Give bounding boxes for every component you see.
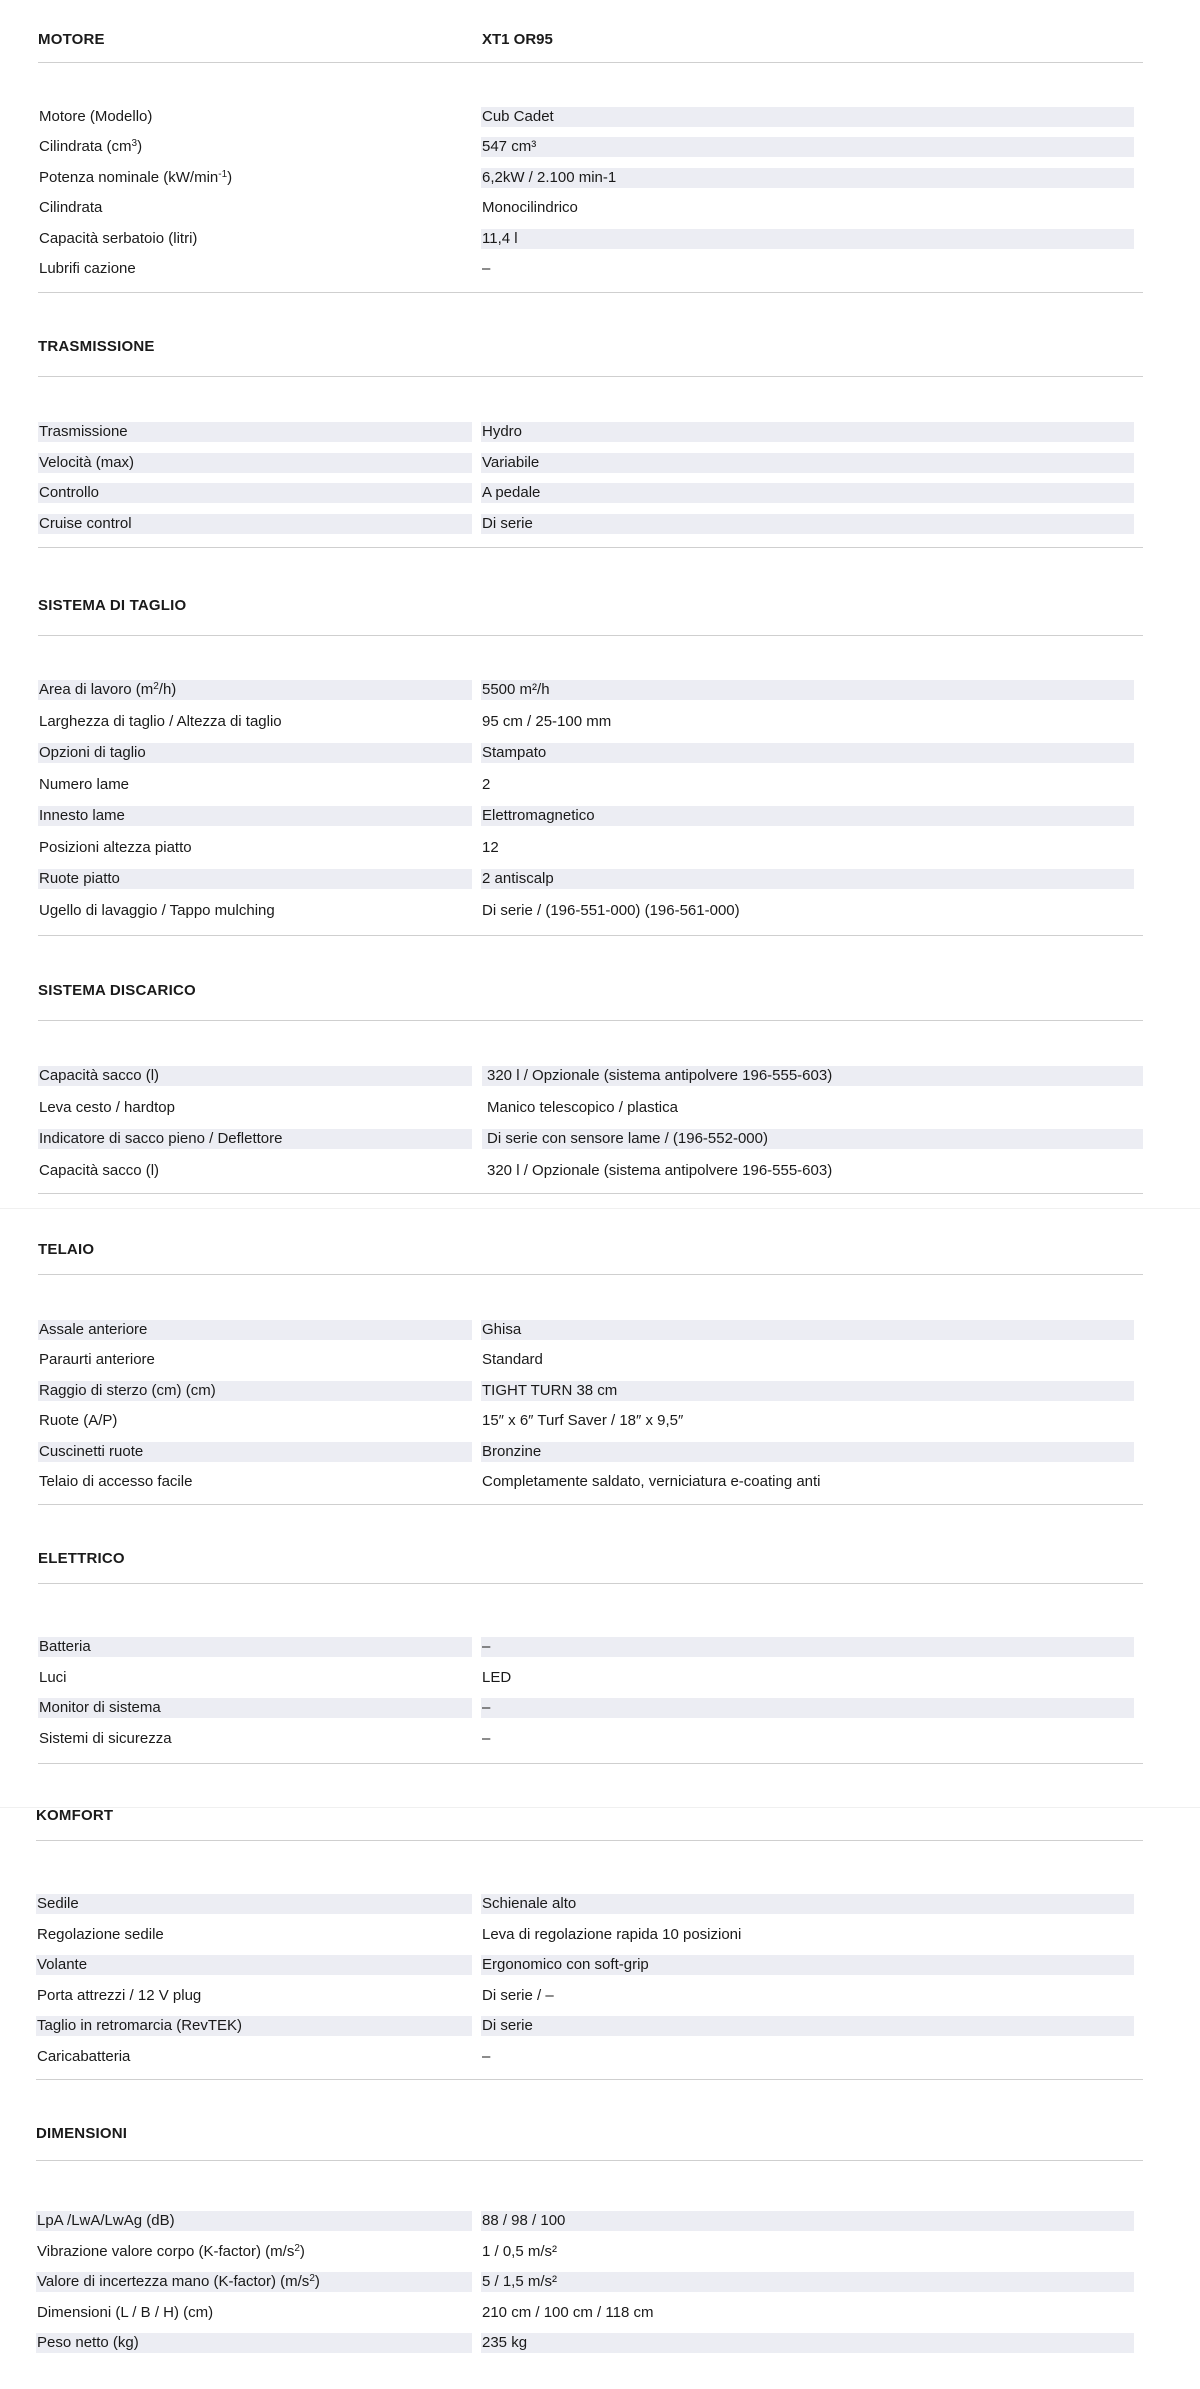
spec-label: Motore (Modello) [39,108,153,125]
spec-value: Di serie con sensore lame / (196-552-000) [482,1129,1143,1149]
spec-row [0,743,1200,763]
spec-label: Capacità sacco (l) [38,1066,472,1086]
spec-label: Leva cesto / hardtop [39,1099,175,1116]
spec-row [0,1729,1200,1749]
spec-value: Di serie / – [482,1987,554,2004]
spec-label: Valore di incertezza mano (K-factor) $(m/s^2)$ [36,2272,472,2292]
spec-label: Raggio di sterzo (cm) (cm) [38,1381,472,1401]
spec-label: Peso netto (kg) [36,2333,472,2353]
spec-row [0,1066,1200,1086]
spec-row [0,1894,1200,1914]
spec-row [0,137,1200,157]
spec-value: Leva di regolazione rapida 10 posizioni [482,1926,742,1943]
spec-row [0,1637,1200,1657]
spec-row [0,680,1200,700]
spec-value: 88 / 98 / 100 [481,2211,1134,2231]
spec-row [0,1698,1200,1718]
spec-row [0,838,1200,858]
spec-label: Innesto lame [38,806,472,826]
spec-value: Di serie [481,2016,1134,2036]
page-separator [0,1807,1200,1808]
spec-value: – [482,2048,491,2065]
spec-row [0,2242,1200,2262]
spec-row [0,2047,1200,2067]
spec-row [0,1411,1200,1431]
section-divider [38,1583,1143,1584]
spec-label: Caricabatteria [37,2048,131,2065]
spec-label: Ugello di lavaggio / Tappo mulching [39,902,275,919]
spec-label: Larghezza di taglio / Altezza di taglio [39,713,282,730]
spec-row [0,229,1200,249]
spec-label: Cilindrata [39,199,103,216]
spec-value: Bronzine [481,1442,1134,1462]
spec-row [0,168,1200,188]
spec-row [0,453,1200,473]
spec-value: 210 cm / 100 cm / 118 cm [482,2304,654,2321]
spec-value: 1 / 0,5 m/s² [482,2243,558,2260]
spec-value: Ergonomico con soft-grip [481,1955,1134,1975]
spec-value: A pedale [481,483,1134,503]
spec-value: Di serie / (196-551-000) (196-561-000) [482,902,740,919]
spec-label: Taglio in retromarcia (RevTEK) [36,2016,472,2036]
spec-label: Ruote (A/P) [39,1412,118,1429]
spec-label: Lubrifi cazione [39,260,136,277]
section-title-komfort: KOMFORT [36,1807,114,1824]
spec-label: Area di lavoro $(m^2/h)$ [38,680,472,700]
spec-label: Velocità (max) [38,453,472,473]
spec-value: 5 / 1,5 m/s² [481,2272,1134,2292]
spec-value: – [481,1698,1134,1718]
section-divider [36,1840,1143,1841]
section-title-trasmissione: TRASMISSIONE [38,338,155,355]
spec-label: Opzioni di taglio [38,743,472,763]
spec-value: Elettromagnetico [481,806,1134,826]
section-bottom-divider [36,2079,1143,2080]
spec-label: Numero lame [39,776,130,793]
spec-label: Indicatore di sacco pieno / Deflettore [38,1129,472,1149]
spec-label: Paraurti anteriore [39,1351,155,1368]
section-bottom-divider [38,1504,1143,1505]
spec-value: Stampato [481,743,1134,763]
spec-label: Cuscinetti ruote [38,1442,472,1462]
section-bottom-divider [38,292,1143,293]
section-title-elettrico: ELETTRICO [38,1550,125,1567]
spec-row [0,712,1200,732]
spec-row [0,422,1200,442]
spec-value: 11,4 l [481,229,1134,249]
section-bottom-divider [38,1763,1143,1764]
spec-value: Monocilindrico [482,199,578,216]
spec-value: Hydro [481,422,1134,442]
spec-value: 547 cm³ [481,137,1134,157]
spec-label: Capacità serbatoio (litri) [39,230,198,247]
spec-value: 12 [482,839,499,856]
spec-label: Dimensioni (L / B / H) (cm) [37,2304,214,2321]
section-bottom-divider [38,547,1143,548]
spec-label: Controllo [38,483,472,503]
section-bottom-divider [38,935,1143,936]
spec-label: Sedile [36,1894,472,1914]
section-bottom-divider [38,1193,1143,1194]
spec-value: Cub Cadet [481,107,1134,127]
spec-row [0,1129,1200,1149]
section-divider [38,1020,1143,1021]
spec-row [0,2016,1200,2036]
spec-label: Posizioni altezza piatto [39,839,192,856]
spec-label: Potenza nominale $(kW/\min^{-1})$ [39,169,233,186]
spec-row [0,1161,1200,1181]
spec-value: Di serie [481,514,1134,534]
spec-row [0,869,1200,889]
spec-value: Standard [482,1351,543,1368]
section-divider [38,62,1143,63]
spec-label: Trasmissione [38,422,472,442]
spec-label: Cilindrata $(cm^3)$ [39,138,143,155]
section-title-sistema-discarico: SISTEMA DISCARICO [38,982,196,999]
section-title-motore: MOTORE [38,31,105,48]
section-title-telaio: TELAIO [38,1241,95,1258]
spec-row [0,2333,1200,2353]
spec-label: Telaio di accesso facile [39,1473,193,1490]
spec-label: Volante [36,1955,472,1975]
spec-value: Ghisa [481,1320,1134,1340]
spec-label: Capacità sacco (l) [39,1162,160,1179]
section-divider [36,2160,1143,2161]
spec-row [0,901,1200,921]
spec-label: Assale anteriore [38,1320,472,1340]
section-divider [38,1274,1143,1275]
spec-label: Monitor di sistema [38,1698,472,1718]
spec-row [0,514,1200,534]
spec-row [0,2303,1200,2323]
spec-label: Regolazione sedile [37,1926,164,1943]
spec-value: 235 kg [481,2333,1134,2353]
spec-value: Manico telescopico / plastica [487,1099,678,1116]
spec-row [0,259,1200,279]
spec-value: Schienale alto [481,1894,1134,1914]
spec-label: Vibrazione valore corpo (K-factor) $(m/s^2)$ [37,2243,305,2260]
spec-row [0,1955,1200,1975]
spec-row [0,198,1200,218]
spec-value: 15″ x 6″ Turf Saver / 18″ x 9,5″ [482,1412,684,1429]
spec-label: Batteria [38,1637,472,1657]
spec-label: Sistemi di sicurezza [39,1730,172,1747]
section-divider [38,635,1143,636]
spec-value: – [481,1637,1134,1657]
spec-value: Variabile [481,453,1134,473]
spec-row [0,2272,1200,2292]
spec-value: – [482,1730,491,1747]
spec-value: 2 antiscalp [481,869,1134,889]
spec-row [0,1925,1200,1945]
spec-value: 320 l / Opzionale (sistema antipolvere 196-555-603) [487,1162,833,1179]
spec-row [0,1350,1200,1370]
spec-value: – [482,260,491,277]
spec-value: LED [482,1669,512,1686]
spec-value: 6,2kW / 2.100 min-1 [481,168,1134,188]
spec-row [0,775,1200,795]
spec-label: LpA /LwA/LwAg (dB) [36,2211,472,2231]
spec-label: Luci [39,1669,67,1686]
spec-row [0,2211,1200,2231]
spec-value: 95 cm / 25-100 mm [482,713,612,730]
spec-row [0,1472,1200,1492]
spec-row [0,806,1200,826]
section-divider [38,376,1143,377]
spec-row [0,483,1200,503]
spec-label: Porta attrezzi / 12 V plug [37,1987,202,2004]
spec-value: 5500 m²/h [481,680,1134,700]
section-title-sistema-di-taglio: SISTEMA DI TAGLIO [38,597,187,614]
spec-value: 320 l / Opzionale (sistema antipolvere 196-555-603) [482,1066,1143,1086]
page-separator [0,1208,1200,1209]
spec-row [0,1986,1200,2006]
spec-row [0,1381,1200,1401]
model-name: XT1 OR95 [482,31,553,48]
spec-row [0,1098,1200,1118]
section-title-dimensioni: DIMENSIONI [36,2125,128,2142]
spec-row [0,1320,1200,1340]
spec-label: Cruise control [38,514,472,534]
spec-row [0,107,1200,127]
spec-row [0,1442,1200,1462]
spec-row [0,1668,1200,1688]
spec-value: TIGHT TURN 38 cm [481,1381,1134,1401]
spec-value: Completamente saldato, verniciatura e-coating anti [482,1473,821,1490]
spec-label: Ruote piatto [38,869,472,889]
spec-value: 2 [482,776,491,793]
